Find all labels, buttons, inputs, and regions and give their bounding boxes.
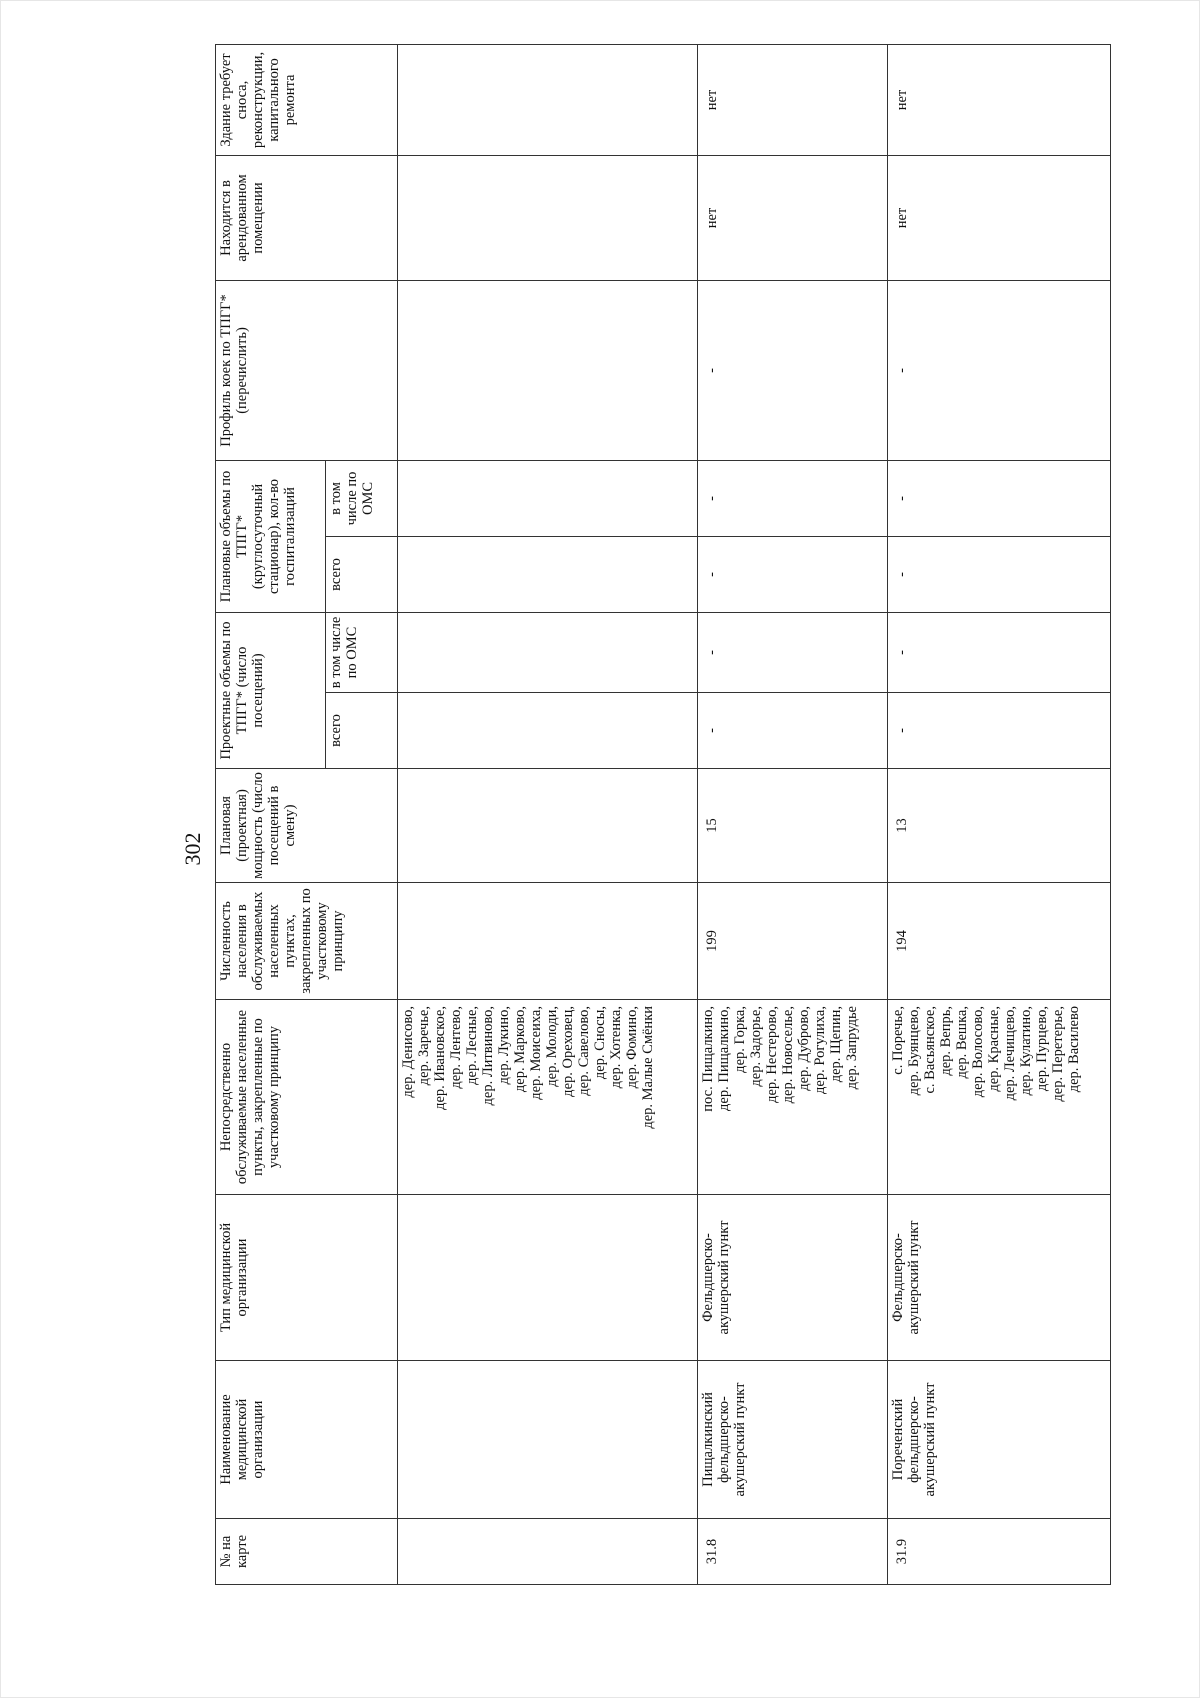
cell-plan-oms: - (698, 460, 888, 536)
cell-demolition (398, 44, 698, 155)
header-type: Тип медицинской организации (216, 1195, 398, 1361)
header-bed-profile: Профиль коек по ТПГГ* (перечислить) (216, 280, 398, 460)
cell-capacity: 15 (698, 769, 888, 883)
cell-num: 31.8 (698, 1519, 888, 1585)
cell-population: 199 (698, 883, 888, 1000)
cell-plan-total: - (698, 537, 888, 613)
cell-proj-total: - (698, 693, 888, 769)
cell-plan-total (398, 537, 698, 613)
cell-name: Пореченский фельдшерско-акушерский пункт (888, 1361, 1111, 1519)
cell-plan-oms: - (888, 460, 1111, 536)
cell-population (398, 883, 698, 1000)
cell-demolition: нет (698, 44, 888, 155)
header-project-volumes: Проектные объемы по ТПГГ* (число посещений) (216, 613, 326, 769)
table-row (698, 44, 888, 1584)
header-planned-total: всего (326, 537, 398, 613)
cell-rented: нет (698, 155, 888, 280)
cell-num: 31.9 (888, 1519, 1111, 1585)
cell-type: Фельдшерско-акушерский пункт (888, 1195, 1111, 1361)
cell-profile (398, 280, 698, 460)
cell-rented (398, 155, 698, 280)
cell-rented: нет (888, 155, 1111, 280)
cell-demolition: нет (888, 44, 1111, 155)
cell-plan-total: - (888, 537, 1111, 613)
table-row (398, 44, 698, 1584)
header-rented: Находится в арендованном помещении (216, 155, 398, 280)
cell-name: Пищалкинский фельдшерско-акушерский пункт (698, 1361, 888, 1519)
header-planned-volumes: Плановые объемы по ТПГГ* (круглосуточный стационар), кол-во госпитализаций (216, 460, 326, 612)
cell-proj-oms (398, 613, 698, 693)
header-settlements: Непосредственно обслуживаемые населенные пункты, закрепленные по участковому принципу (216, 1000, 398, 1195)
header-project-oms: в том числе по ОМС (326, 613, 398, 693)
cell-name (398, 1361, 698, 1519)
cell-proj-total: - (888, 693, 1111, 769)
cell-proj-total (398, 693, 698, 769)
header-population: Численность населения в обслуживаемых населенных пунктах, закрепленных по участковому принципу (216, 883, 398, 1000)
cell-capacity: 13 (888, 769, 1111, 883)
header-project-total: всего (326, 693, 398, 769)
cell-num (398, 1519, 698, 1585)
cell-settlements: пос. Пищалкино, дер. Пищалкино, дер. Горка, дер. Задорье, дер. Нестерово, дер. Новоселье, дер. Дуброво, дер. Рогулиха, дер. Щепин, дер. Запрудье (698, 1000, 888, 1195)
cell-settlements: с. Поречье, дер. Буянцево, с. Васьянское, дер. Вепрь, дер. Вешка, дер. Волосово, дер. Красные, дер. Лечищево, дер. Кулатино, дер. Пурцево, дер. Перетерье, дер. Василево (888, 1000, 1111, 1195)
cell-type: Фельдшерско-акушерский пункт (698, 1195, 888, 1361)
page-number: 302 (180, 832, 205, 866)
cell-capacity (398, 769, 698, 883)
cell-proj-oms: - (698, 613, 888, 693)
table-row (888, 44, 1111, 1584)
cell-settlements: дер. Денисово, дер. Заречье, дер. Ивановское, дер. Лентево, дер. Лесные, дер. Литвиново, дер. Лукино, дер. Марково, дер. Моисеиха, дер. Молоди, дер. Ореховец, дер. Савелово, дер. Сносы, дер. Хотенка, дер. Фомино, дер. Малые Смёнки (398, 1000, 698, 1195)
header-capacity: Плановая (проектная) мощность (число посещений в смену) (216, 769, 398, 883)
header-name: Наименование медицинской организации (216, 1361, 398, 1519)
header-num: № на карте (216, 1519, 398, 1585)
header-planned-oms: в том числе по ОМС (326, 460, 398, 536)
medical-organizations-table (215, 44, 1111, 1585)
cell-type (398, 1195, 698, 1361)
cell-profile: - (888, 280, 1111, 460)
cell-plan-oms (398, 460, 698, 536)
rotated-page (180, 51, 1082, 1585)
cell-profile: - (698, 280, 888, 460)
cell-population: 194 (888, 883, 1111, 1000)
cell-proj-oms: - (888, 613, 1111, 693)
header-demolition: Здание требует сноса, реконструкции, капитального ремонта (216, 44, 398, 155)
